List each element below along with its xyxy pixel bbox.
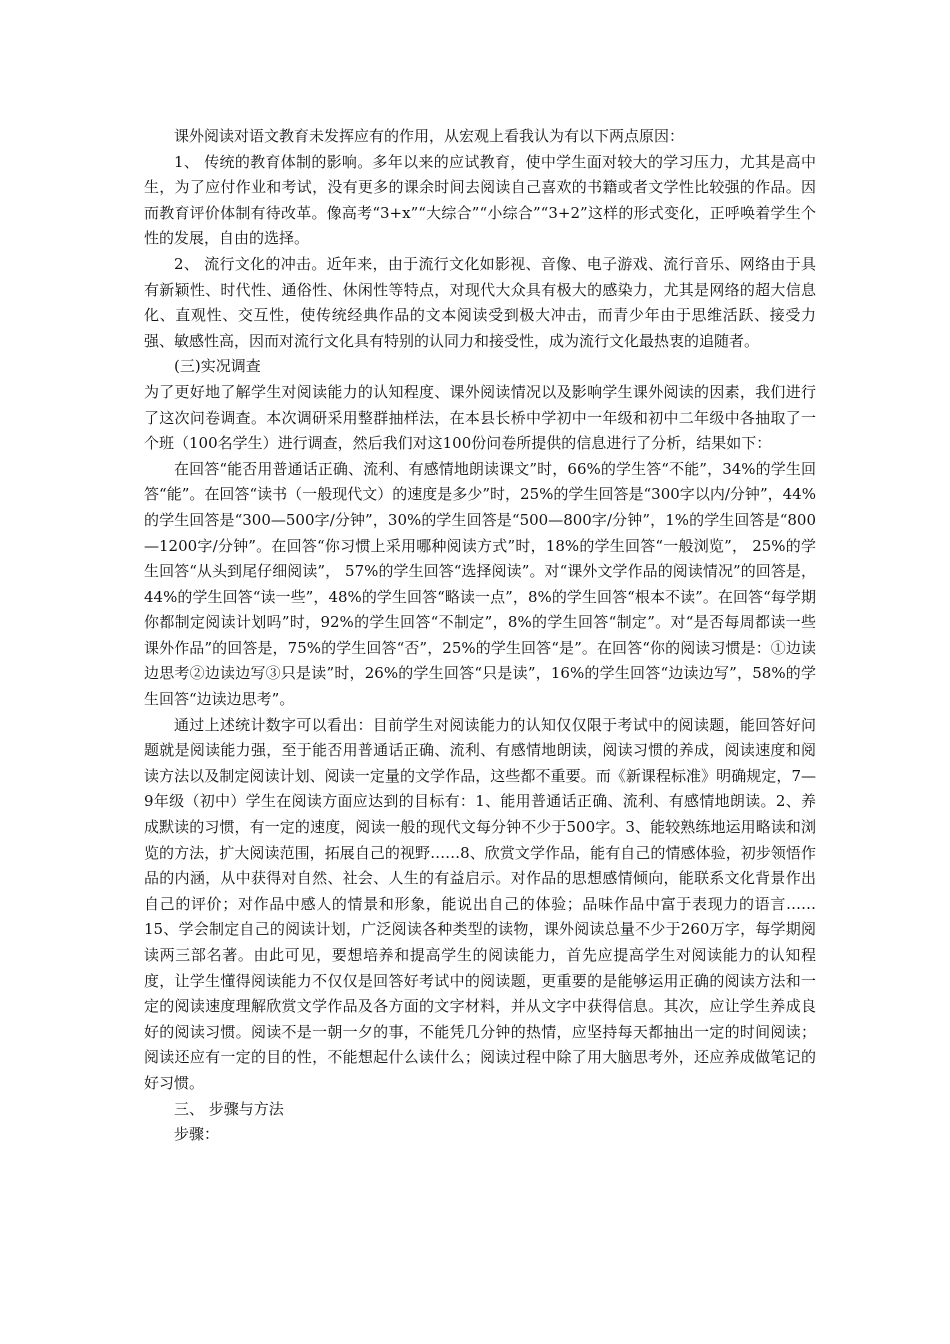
paragraph-survey-intro: 为了更好地了解学生对阅读能力的认知程度、课外阅读情况以及影响学生课外阅读的因素，我们进行了这次问卷调查。本次调研采用整群抽样法，在本县长桥中学初中一年级和初中二年级中各抽取了一个班（100名学生）进行调查，然后我们对这100份问卷所提供的信息进行了分析，结果如下： [144, 382, 816, 453]
paragraph-reason-2: 2、 流行文化的冲击。近年来，由于流行文化如影视、音像、电子游戏、流行音乐、网络由于具有新颖性、时代性、通俗性、休闲性等特点，对现代大众具有极大的感染力，尤其是网络的超大信息化、直观性、交互性，使传统经典作品的文本阅读受到极大冲击，而青少年由于思维活跃、接受力强、敏感性高，因而对流行文化具有特别的认同力和接受性，成为流行文化最热衷的追随者。 [144, 254, 816, 350]
paragraph-reason-1: 1、 传统的教育体制的影响。多年以来的应试教育，使中学生面对较大的学习压力，尤其是高中生，为了应付作业和考试，没有更多的课余时间去阅读自己喜欢的书籍或者文学性比较强的作品。因而教育评价体制有待改革。像高考“3+x”“大综合”“小综合”“3+2”这样的形式变化，正呼唤着学生个性的发展，自由的选择。 [144, 152, 816, 248]
paragraph-survey-results: 在回答“能否用普通话正确、流利、有感情地朗读课文”时，66%的学生答“不能”，34%的学生回答“能”。在回答“读书（一般现代文）的速度是多少”时，25%的学生回答是“300字以内/分钟”，44%的学生回答是“300—500字/分钟”，30%的学生回答是“500—800字/分钟”，1%的学生回答是“800—1200字/分钟”。在回答“你习惯上采用哪种阅读方式”时，18%的学生回答“一般浏览”， 25%的学生回答“从头到尾仔细阅读”， 57%的学生回答“选择阅读”。对“课外文学作品的阅读情况”的回答是，44%的学生回答“读一些”，48%的学生回答“略读一点”，8%的学生回答“根本不读”。在回答“每学期你都制定阅读计划吗”时，92%的学生回答“不制定”，8%的学生回答“制定”。对“是否每周都读一些课外作品”的回答是，75%的学生回答“否”，25%的学生回答“是”。在回答“你的阅读习惯是：①边读边思考②边读边写③只是读”时，26%的学生回答“只是读”，16%的学生回答“边读边写”，58%的学生回答“边读边思考”。 [144, 459, 816, 709]
document-page [144, 124, 816, 1148]
steps-label: 步骤： [174, 1125, 220, 1144]
paragraph-analysis: 通过上述统计数字可以看出：目前学生对阅读能力的认知仅仅限于考试中的阅读题，能回答好问题就是阅读能力强，至于能否用普通话正确、流利、有感情地朗读，阅读习惯的养成，阅读速度和阅读方法以及制定阅读计划、阅读一定量的文学作品，这些都不重要。而《新课程标准》明确规定，7—9年级（初中）学生在阅读方面应达到的目标有：1、能用普通话正确、流利、有感情地朗读。2、养成默读的习惯，有一定的速度，阅读一般的现代文每分钟不少于500字。3、能较熟练地运用略读和浏览的方法，扩大阅读范围，拓展自己的视野……8、欣赏文学作品，能有自己的情感体验，初步领悟作品的内涵，从中获得对自然、社会、人生的有益启示。对作品的思想感情倾向，能联系文化背景作出自己的评价；对作品中感人的情景和形象，能说出自己的体验；品味作品中富于表现力的语言……15、学会制定自己的阅读计划，广泛阅读各种类型的读物，课外阅读总量不少于260万字，每学期阅读两三部名著。由此可见，要想培养和提高学生的阅读能力，首先应提高学生对阅读能力的认知程度，让学生懂得阅读能力不仅仅是回答好考试中的阅读题，更重要的是能够运用正确的阅读方法和一定的阅读速度理解欣赏文学作品及各方面的文字材料，并从文字中获得信息。其次，应让学生养成良好的阅读习惯。阅读不是一朝一夕的事，不能凭几分钟的热情，应坚持每天都抽出一定的时间阅读；阅读还应有一定的目的性，不能想起什么读什么；阅读过程中除了用大脑思考外，还应养成做笔记的好习惯。 [144, 715, 816, 1092]
section-heading-survey: (三)实况调查 [174, 357, 261, 376]
paragraph-intro: 课外阅读对语文教育未发挥应有的作用，从宏观上看我认为有以下两点原因： [174, 127, 685, 145]
section-heading-steps: 三、 步骤与方法 [174, 1099, 284, 1118]
